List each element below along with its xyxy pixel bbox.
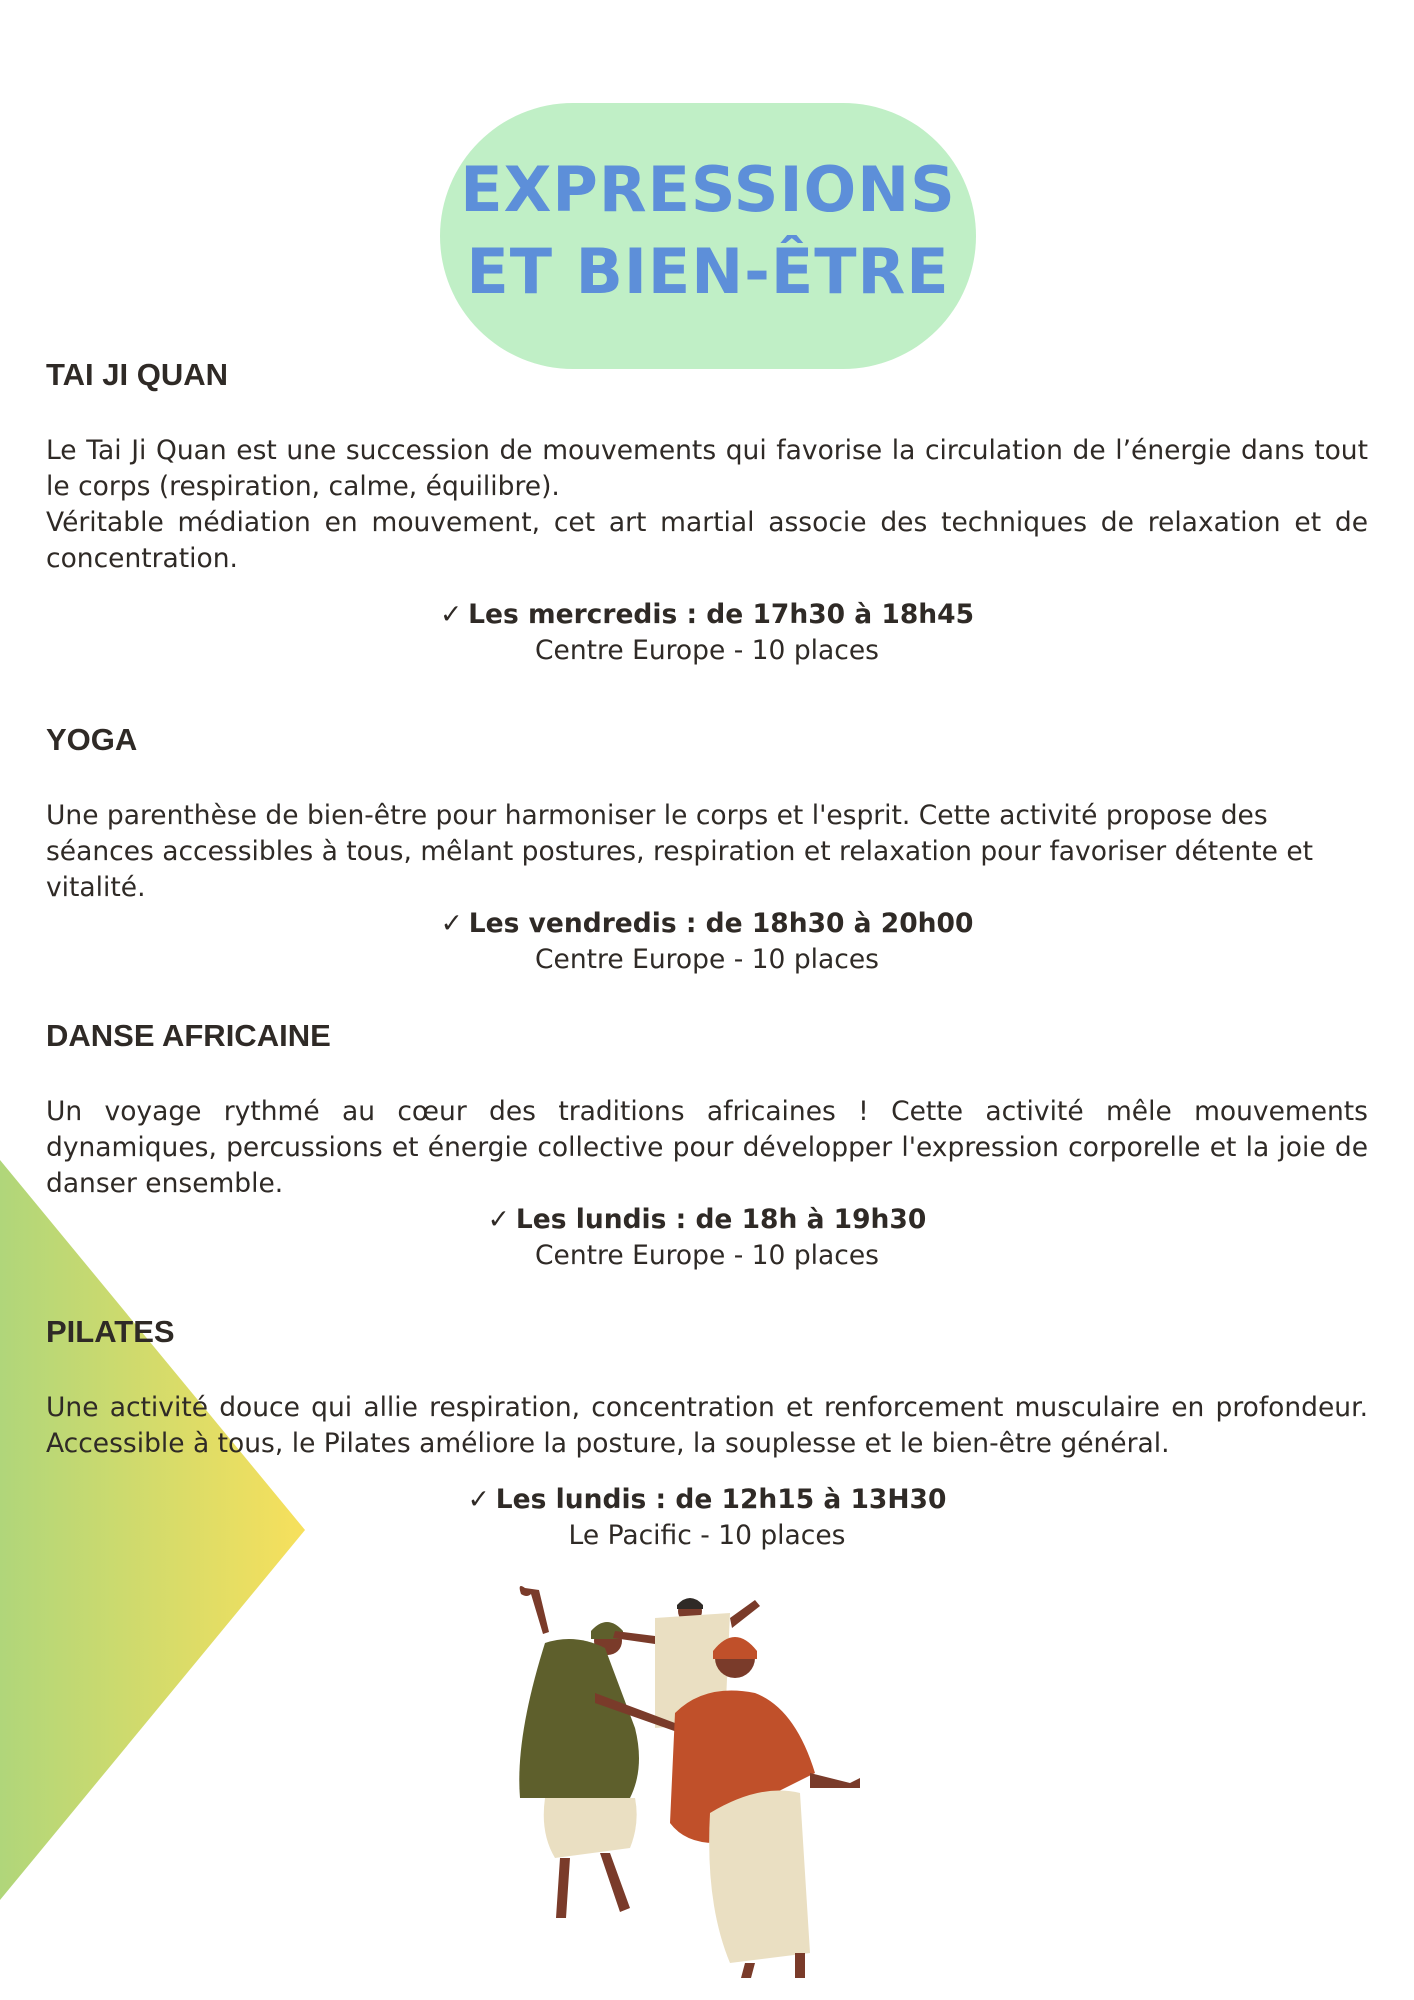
schedule-time: Les mercredis : de 17h30 à 18h45 bbox=[468, 599, 975, 630]
schedule-location: Centre Europe - 10 places bbox=[535, 944, 879, 975]
section-heading: PILATES bbox=[46, 1314, 175, 1349]
schedule-time: Les lundis : de 18h à 19h30 bbox=[515, 1204, 927, 1235]
schedule-block bbox=[46, 1202, 1368, 1274]
section-tai-ji-quan bbox=[46, 357, 1368, 669]
section-heading: DANSE AFRICAINE bbox=[46, 1018, 331, 1053]
section-pilates bbox=[46, 1314, 1368, 1554]
schedule-time: Les lundis : de 12h15 à 13H30 bbox=[495, 1484, 947, 1515]
check-icon: ✓ bbox=[440, 908, 463, 939]
schedule-block bbox=[46, 906, 1368, 978]
schedule-location: Le Pacific - 10 places bbox=[568, 1520, 846, 1551]
title-line-1: EXPRESSIONS bbox=[460, 153, 956, 226]
title-line-2: ET BIEN-ÊTRE bbox=[466, 235, 950, 308]
schedule-block bbox=[46, 1482, 1368, 1554]
schedule-block bbox=[46, 597, 1368, 669]
schedule-location: Centre Europe - 10 places bbox=[535, 635, 879, 666]
section-yoga bbox=[46, 722, 1368, 978]
section-paragraph: Un voyage rythmé au cœur des traditions africaines ! Cette activité mêle mouvements dynamiques, percussions et énergie collective pour développer l'expression corporelle et la joie de danser ensemble. bbox=[46, 1096, 1368, 1199]
schedule-time: Les vendredis : de 18h30 à 20h00 bbox=[468, 908, 974, 939]
section-heading: TAI JI QUAN bbox=[46, 357, 228, 392]
section-paragraph: Une activité douce qui allie respiration, concentration et renforcement musculaire en profondeur. Accessible à tous, le Pilates améliore la posture, la souplesse et le bien-être général. bbox=[46, 1392, 1368, 1459]
check-icon: ✓ bbox=[439, 599, 463, 630]
section-paragraph: Véritable médiation en mouvement, cet art martial associe des techniques de relaxation et de concentration. bbox=[46, 507, 1368, 574]
title-banner bbox=[440, 103, 976, 369]
check-icon: ✓ bbox=[467, 1484, 490, 1515]
schedule-location: Centre Europe - 10 places bbox=[535, 1240, 879, 1271]
check-icon: ✓ bbox=[487, 1204, 510, 1235]
section-danse-africaine bbox=[46, 1018, 1368, 1274]
section-heading: YOGA bbox=[46, 722, 138, 757]
dancers-illustration bbox=[505, 1583, 905, 1978]
section-paragraph: Le Tai Ji Quan est une succession de mouvements qui favorise la circulation de l’énergie dans tout le corps (respiration, calme, équilibre). bbox=[46, 435, 1368, 502]
section-paragraph: Une parenthèse de bien-être pour harmoniser le corps et l'esprit. Cette activité propose des séances accessibles à tous, mêlant postures, respiration et relaxation pour favoriser détente et vitalité. bbox=[46, 800, 1314, 903]
